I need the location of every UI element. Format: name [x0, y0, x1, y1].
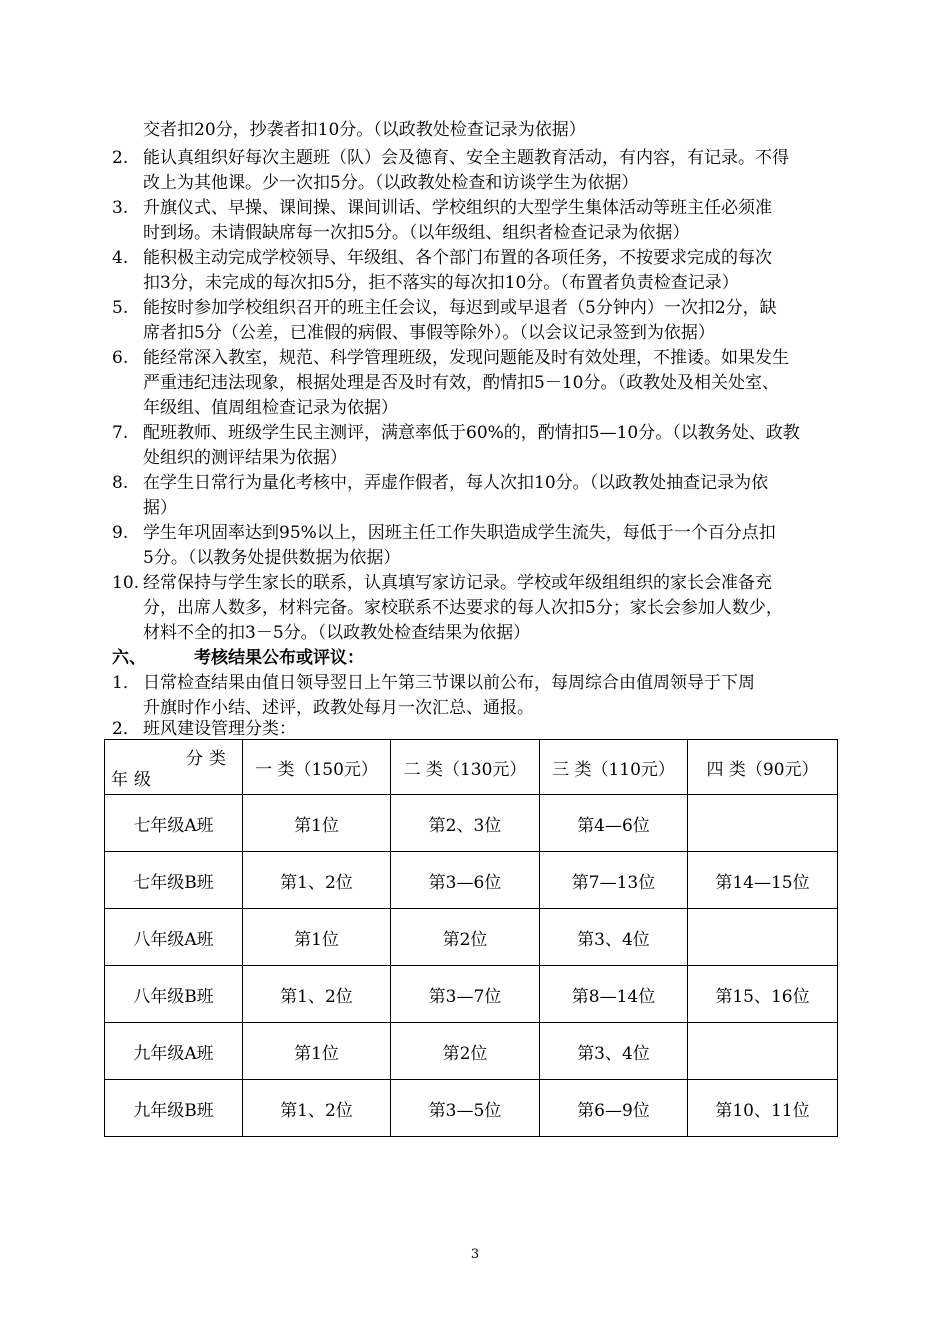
item-line: 席者扣5分（公差，已准假的病假、事假等除外）。（以会议记录签到为依据） — [143, 323, 715, 343]
item-1-continuation: 交者扣20分，抄袭者扣10分。（以政教处检查记录为依据） — [143, 120, 586, 140]
table-cell: 第8—14位 — [540, 966, 688, 1023]
grade-cell: 八年级B班 — [105, 966, 243, 1023]
grade-cell: 八年级A班 — [105, 909, 243, 966]
table-cell: 第10、11位 — [688, 1080, 838, 1137]
column-header: 二 类（130元） — [391, 740, 540, 795]
item-line: 严重违纪违法现象，根据处理是否及时有效，酌情扣5－10分。（政教处及相关处室、 — [143, 373, 779, 393]
table-row — [105, 1023, 838, 1080]
item-number: 8. — [112, 473, 129, 493]
item-number: 5. — [112, 298, 129, 318]
item-line: 班风建设管理分类： — [143, 719, 296, 739]
item-line: 经常保持与学生家长的联系，认真填写家访记录。学校或年级组组织的家长会准备充 — [143, 573, 772, 593]
grade-cell: 七年级B班 — [105, 852, 243, 909]
item-line: 分，出席人数多，材料完备。家校联系不达要求的每人次扣5分；家长会参加人数少， — [143, 598, 783, 618]
item-line: 能经常深入教室，规范、科学管理班级，发现问题能及时有效处理，不推诿。如果发生 — [143, 348, 789, 368]
item-line: 时到场。未请假缺席每一次扣5分。（以年级组、组织者检查记录为依据） — [143, 223, 690, 243]
item-line: 处组织的测评结果为依据） — [143, 448, 347, 468]
table-cell: 第3—6位 — [391, 852, 540, 909]
table-cell — [688, 795, 838, 852]
item-number: 1． — [112, 673, 140, 693]
item-number: 10. — [112, 573, 140, 593]
table-cell: 第15、16位 — [688, 966, 838, 1023]
table-cell: 第7—13位 — [540, 852, 688, 909]
corner-bottom-label: 年级 — [111, 770, 157, 790]
grade-cell: 九年级A班 — [105, 1023, 243, 1080]
table-cell: 第3、4位 — [540, 1023, 688, 1080]
table-cell: 第2位 — [391, 909, 540, 966]
corner-header-cell — [105, 740, 243, 795]
table-cell: 第2位 — [391, 1023, 540, 1080]
table-cell: 第1、2位 — [243, 852, 391, 909]
table-cell — [688, 909, 838, 966]
section-number: 六、 — [112, 648, 146, 668]
item-line: 升旗时作小结、述评，政教处每月一次汇总、通报。 — [143, 698, 534, 718]
item-line: 材料不全的扣3－5分。（以政教处检查结果为依据） — [143, 623, 531, 643]
item-line: 能按时参加学校组织召开的班主任会议，每迟到或早退者（5分钟内）一次扣2分，缺 — [143, 298, 777, 318]
table-cell: 第1、2位 — [243, 1080, 391, 1137]
item-number: 4. — [112, 248, 129, 268]
table-cell: 第1位 — [243, 795, 391, 852]
table-cell: 第4—6位 — [540, 795, 688, 852]
item-number: 9. — [112, 523, 129, 543]
item-line: 在学生日常行为量化考核中，弄虚作假者，每人次扣10分。（以政教处抽查记录为依 — [143, 473, 769, 493]
item-line: 改上为其他课。少一次扣5分。（以政教处检查和访谈学生为依据） — [143, 173, 639, 193]
table-cell: 第1、2位 — [243, 966, 391, 1023]
item-number: 2. — [112, 148, 129, 168]
table-cell: 第3、4位 — [540, 909, 688, 966]
table-cell: 第1位 — [243, 1023, 391, 1080]
item-number: 3. — [112, 198, 129, 218]
table-cell — [688, 1023, 838, 1080]
section-title: 考核结果公布或评议： — [194, 648, 364, 668]
item-line: 年级组、值周组检查记录为依据） — [143, 398, 398, 418]
column-header: 一 类（150元） — [243, 740, 391, 795]
item-line: 扣3分，未完成的每次扣5分，拒不落实的每次扣10分。（布置者负责检查记录） — [143, 273, 739, 293]
table-cell: 第3—7位 — [391, 966, 540, 1023]
table-row — [105, 795, 838, 852]
table-cell: 第6—9位 — [540, 1080, 688, 1137]
table-header-row — [105, 740, 838, 795]
item-line: 学生年巩固率达到95%以上，因班主任工作失职造成学生流失，每低于一个百分点扣 — [143, 523, 776, 543]
column-header: 三 类（110元） — [540, 740, 688, 795]
class-category-table — [104, 739, 838, 1137]
table-row — [105, 852, 838, 909]
table-cell: 第14—15位 — [688, 852, 838, 909]
item-line: 能认真组织好每次主题班（队）会及德育、安全主题教育活动，有内容，有记录。不得 — [143, 148, 789, 168]
item-line: 日常检查结果由值日领导翌日上午第三节课以前公布，每周综合由值周领导于下周 — [143, 673, 755, 693]
item-line: 配班教师、班级学生民主测评，满意率低于60%的，酌情扣5—10分。（以教务处、政教 — [143, 423, 800, 443]
table-row — [105, 966, 838, 1023]
column-header: 四 类（90元） — [688, 740, 838, 795]
section-heading — [112, 645, 364, 671]
item-number: 7. — [112, 423, 129, 443]
table-cell: 第2、3位 — [391, 795, 540, 852]
item-line: 能积极主动完成学校领导、年级组、各个部门布置的各项任务，不按要求完成的每次 — [143, 248, 772, 268]
grade-cell: 九年级B班 — [105, 1080, 243, 1137]
table-row — [105, 909, 838, 966]
item-line: 升旗仪式、早操、课间操、课间训话、学校组织的大型学生集体活动等班主任必须准 — [143, 198, 772, 218]
table-cell: 第3—5位 — [391, 1080, 540, 1137]
table-row — [105, 1080, 838, 1137]
grade-cell: 七年级A班 — [105, 795, 243, 852]
table-cell: 第1位 — [243, 909, 391, 966]
item-number: 6. — [112, 348, 129, 368]
page-number: 3 — [470, 1247, 480, 1262]
item-line: 5分。（以教务处提供数据为依据） — [143, 548, 401, 568]
item-line: 据） — [143, 498, 177, 518]
corner-top-label: 分类 — [186, 749, 232, 769]
item-number: 2． — [112, 719, 140, 739]
